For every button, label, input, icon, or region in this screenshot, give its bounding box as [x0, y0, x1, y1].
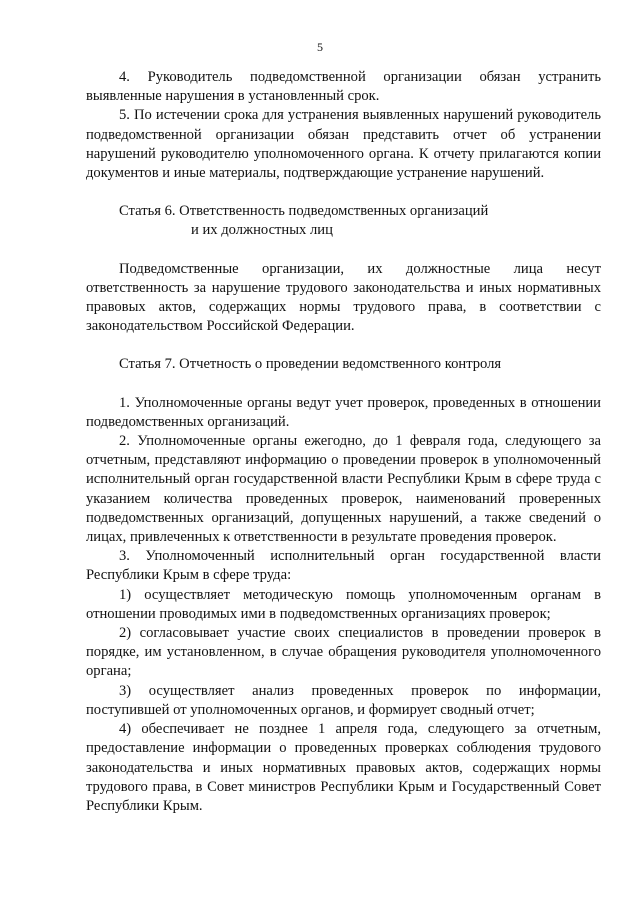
article-7-heading: Статья 7. Отчетность о проведении ведомственного контроля — [119, 356, 502, 373]
paragraph-art5-item5: 5. По истечении срока для устранения выявленных нарушений руководитель подведомственной организации обязан представить отчет об устранении нарушений руководителю уполномоченного органа. К отчету прилагаются копии документов и иные материалы, подтверждающие устранение нарушений. — [86, 107, 601, 182]
page-number: 5 — [317, 40, 323, 54]
paragraph-art5-item4: 4. Руководитель подведомственной организации обязан устранить выявленные нарушения в установленный срок. — [86, 69, 601, 105]
paragraph-art7-item2: 2. Уполномоченные органы ежегодно, до 1 февраля года, следующего за отчетным, представляют информацию о проведении проверок в уполномоченный исполнительный орган государственной власти Республики Крым в сфере труда с указанием количества проведенных проверок, наименований проверенных подведомственных организаций, допущенных нарушений, а также сведений о лицах, привлеченных к ответственности в результате проведения проверок. — [86, 433, 601, 546]
paragraph-art7-sub4: 4) обеспечивает не позднее 1 апреля года, следующего за отчетным, предоставление информации о проведенных проверках соблюдения трудового законодательства и иных нормативных правовых актов, содержащих нормы трудового права, в Совет министров Республики Крым и Государственный Совет Республики Крым. — [86, 721, 601, 814]
paragraph-art6: Подведомственные организации, их должностные лица несут ответственность за нарушение трудового законодательства и иных нормативных правовых актов, содержащих нормы трудового права, в соответствии с законодательством Российской Федерации. — [86, 260, 601, 335]
document-body — [86, 68, 601, 816]
paragraph-art7-item1: 1. Уполномоченные органы ведут учет проверок, проведенных в отношении подведомственных организаций. — [86, 394, 601, 430]
article-6-heading: Статья 6. Ответственность подведомственных организаций — [119, 203, 489, 220]
paragraph-art7-item3: 3. Уполномоченный исполнительный орган государственной власти Республики Крым в сфере труда: — [86, 548, 601, 584]
paragraph-art7-sub1: 1) осуществляет методическую помощь уполномоченным органам в отношении проводимых ими в подведомственных организациях проверок; — [86, 586, 601, 622]
article-6-heading-line2: и их должностных лиц — [191, 222, 333, 239]
paragraph-art7-sub2: 2) согласовывает участие своих специалистов в проведении проверок в порядке, им установленном, в случае обращения руководителя уполномоченного органа; — [86, 625, 601, 680]
paragraph-art7-sub3: 3) осуществляет анализ проведенных проверок по информации, поступившей от уполномоченных органов, и формирует сводный отчет; — [86, 682, 601, 718]
